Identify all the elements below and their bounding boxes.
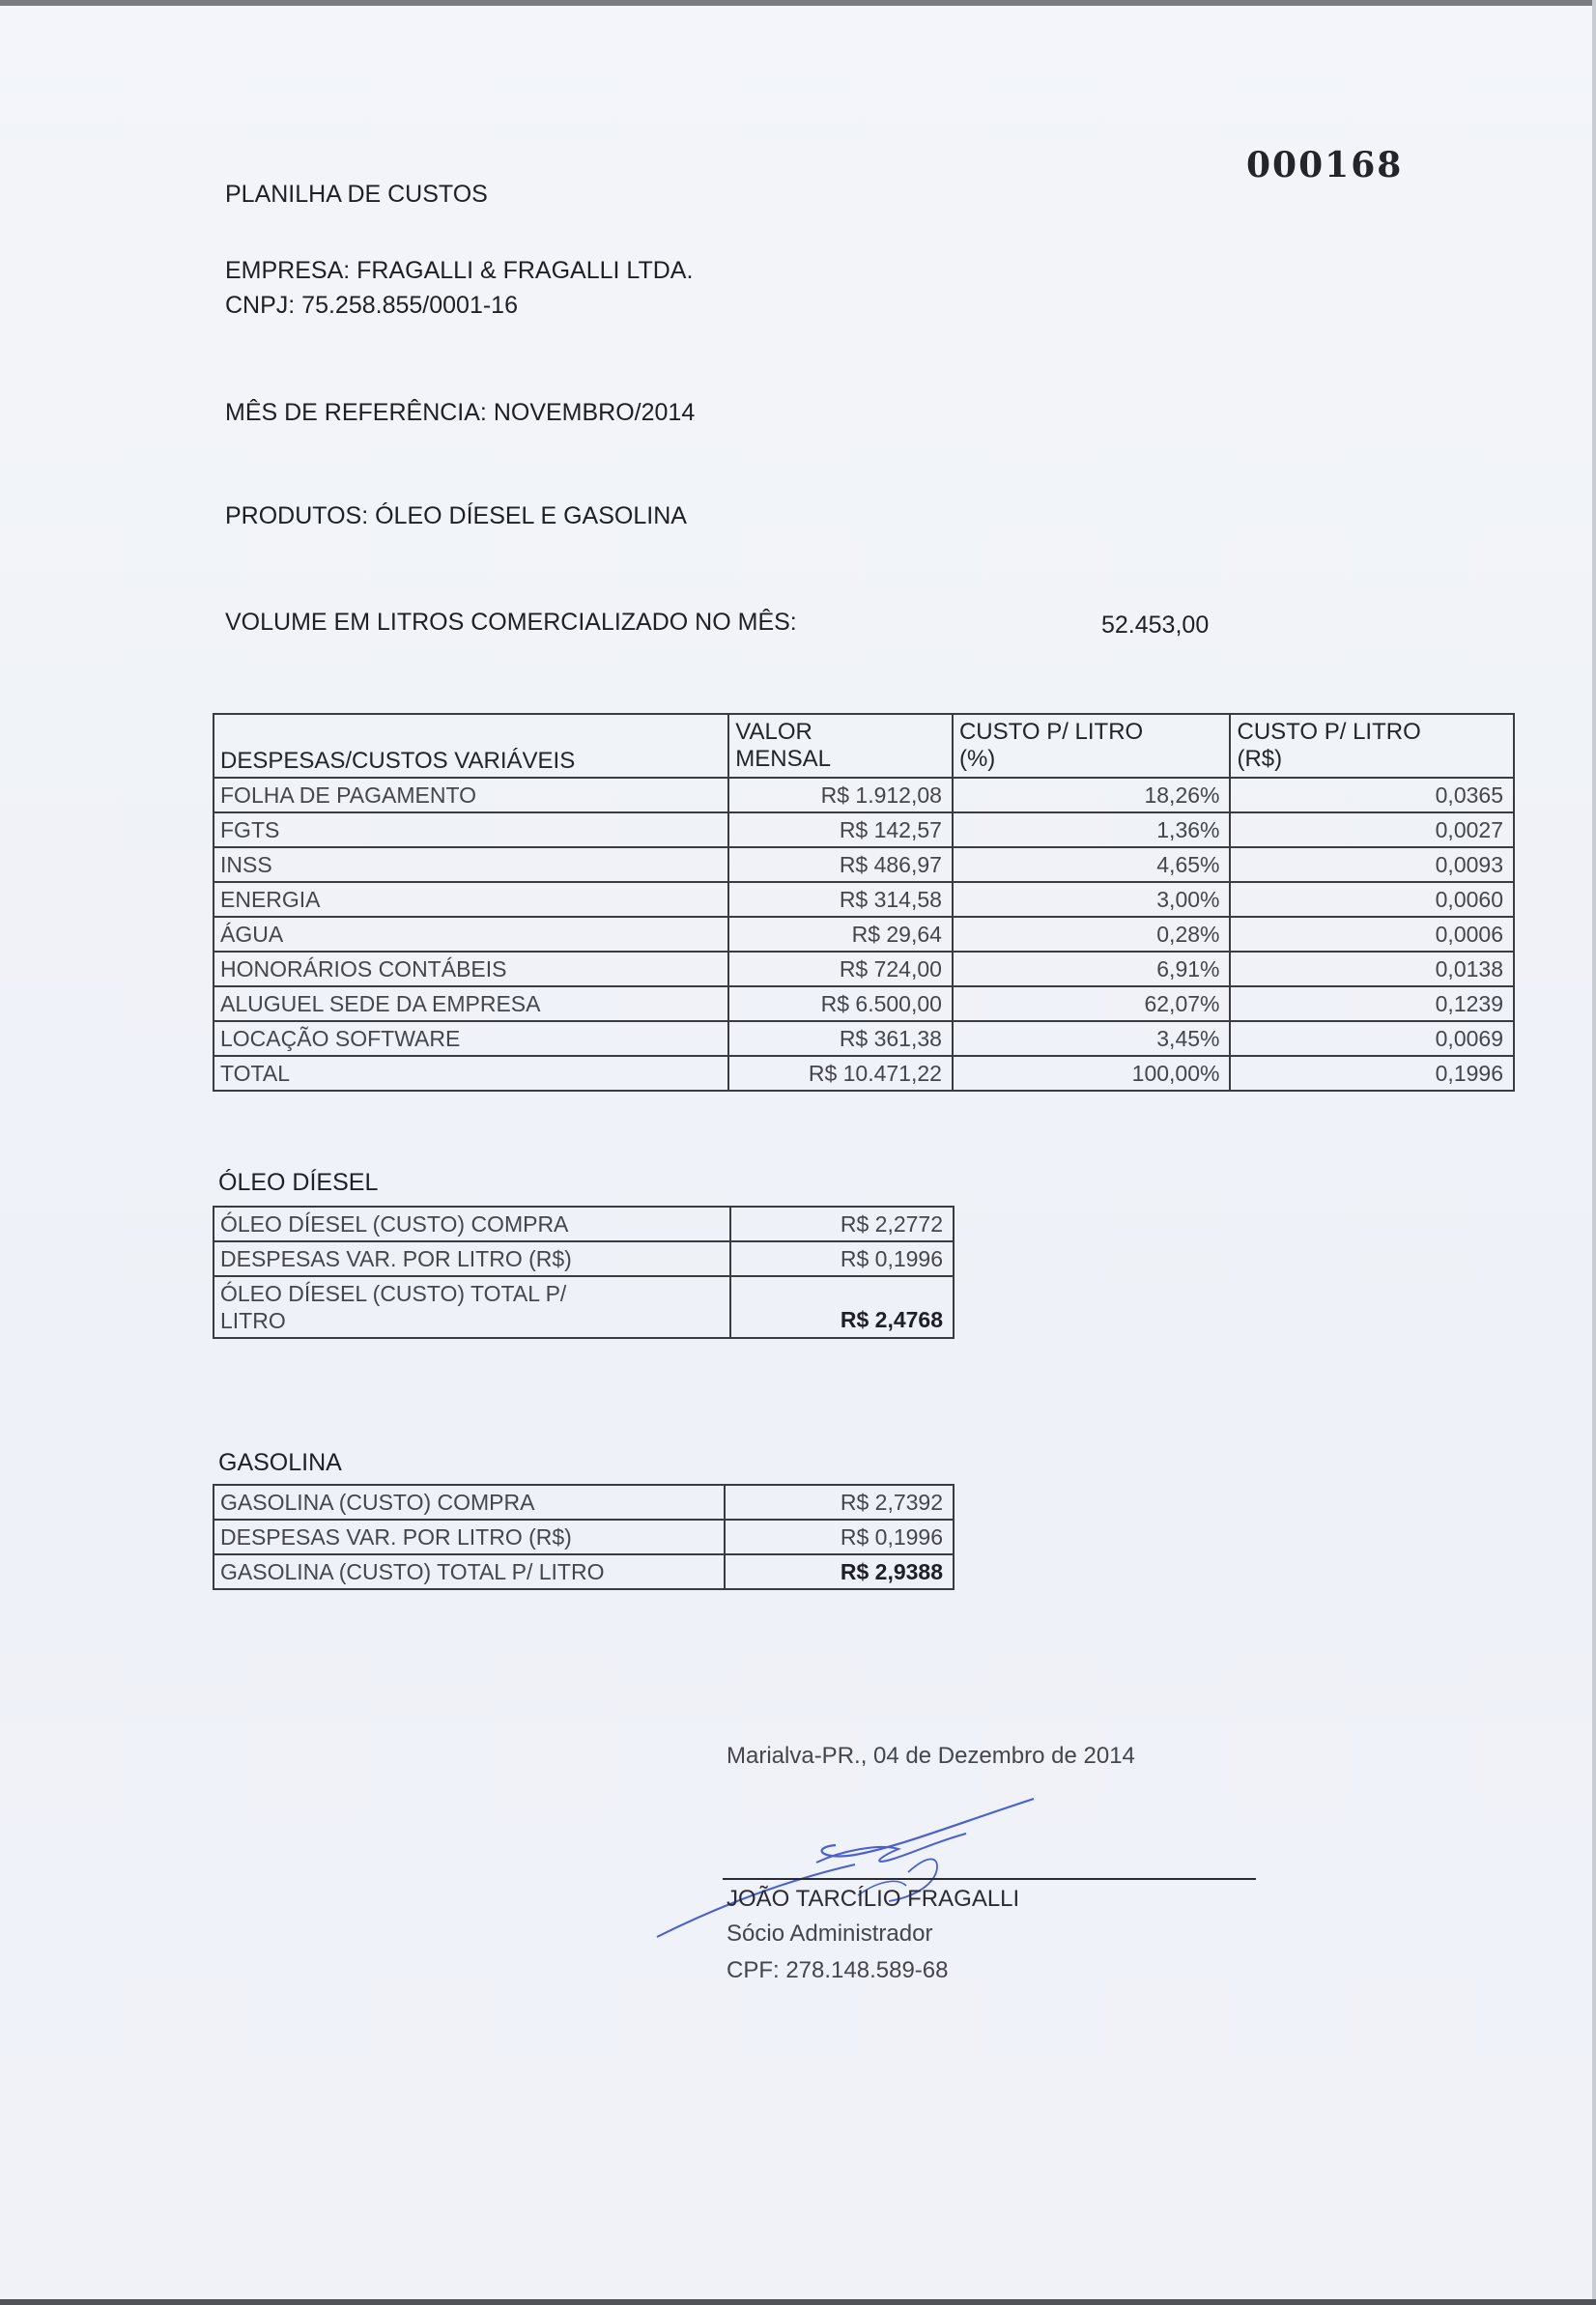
table-row: LOCAÇÃO SOFTWARE R$ 361,38 3,45% 0,0069 [214,1021,1514,1056]
table-row: GASOLINA (CUSTO) COMPRA R$ 2,7392 [214,1485,954,1520]
signatory-name: JOÃO TARCÍLIO FRAGALLI [727,1886,1020,1912]
scan-bottom-edge [0,2299,1596,2305]
gasolina-table [213,1484,955,1590]
table-row: INSS R$ 486,97 4,65% 0,0093 [214,847,1514,882]
volume-label: VOLUME EM LITROS COMERCIALIZADO NO MÊS: [225,609,797,636]
company-name: EMPRESA: FRAGALLI & FRAGALLI LTDA. [225,257,694,284]
table-row: GASOLINA (CUSTO) TOTAL P/ LITRO R$ 2,9388 [214,1554,954,1589]
diesel-section-title: ÓLEO DÍESEL [218,1169,379,1196]
signature-line [723,1878,1256,1880]
table-total-row: TOTAL R$ 10.471,22 100,00% 0,1996 [214,1056,1514,1091]
variable-costs-table [213,713,1515,1092]
reference-month: MÊS DE REFERÊNCIA: NOVEMBRO/2014 [225,399,696,426]
header-costs: DESPESAS/CUSTOS VARIÁVEIS [214,714,728,778]
volume-value: 52.453,00 [1101,612,1210,639]
table-row: FOLHA DE PAGAMENTO R$ 1.912,08 18,26% 0,0365 [214,778,1514,812]
gasolina-section-title: GASOLINA [218,1449,342,1476]
table-row: DESPESAS VAR. POR LITRO (R$) R$ 0,1996 [214,1520,954,1554]
page-title: PLANILHA DE CUSTOS [225,181,488,208]
company-cnpj: CNPJ: 75.258.855/0001-16 [225,292,518,319]
table-row: FGTS R$ 142,57 1,36% 0,0027 [214,812,1514,847]
diesel-table [213,1206,955,1339]
table-row: ÁGUA R$ 29,64 0,28% 0,0006 [214,917,1514,952]
table-row: HONORÁRIOS CONTÁBEIS R$ 724,00 6,91% 0,0138 [214,952,1514,986]
signatory-cpf: CPF: 278.148.589-68 [727,1957,949,1983]
header-monthly-value: VALOR MENSAL [728,714,953,778]
scan-top-edge [0,0,1596,6]
place-date: Marialva-PR., 04 de Dezembro de 2014 [727,1743,1135,1769]
header-cost-per-liter-pct: CUSTO P/ LITRO (%) [953,714,1231,778]
table-row: ALUGUEL SEDE DA EMPRESA R$ 6.500,00 62,07% 0,1239 [214,986,1514,1021]
table-row: ÓLEO DÍESEL (CUSTO) TOTAL P/ LITRO R$ 2,4768 [214,1276,954,1338]
scan-right-edge [1592,0,1596,2305]
header-cost-per-liter-rs: CUSTO P/ LITRO (R$) [1230,714,1514,778]
signatory-role: Sócio Administrador [727,1921,933,1947]
document-number: 000168 [1246,145,1404,185]
table-header-row [214,714,1514,778]
table-row: DESPESAS VAR. POR LITRO (R$) R$ 0,1996 [214,1241,954,1276]
table-row: ÓLEO DÍESEL (CUSTO) COMPRA R$ 2,2772 [214,1207,954,1241]
table-row: ENERGIA R$ 314,58 3,00% 0,0060 [214,882,1514,917]
products: PRODUTOS: ÓLEO DÍESEL E GASOLINA [225,502,687,529]
